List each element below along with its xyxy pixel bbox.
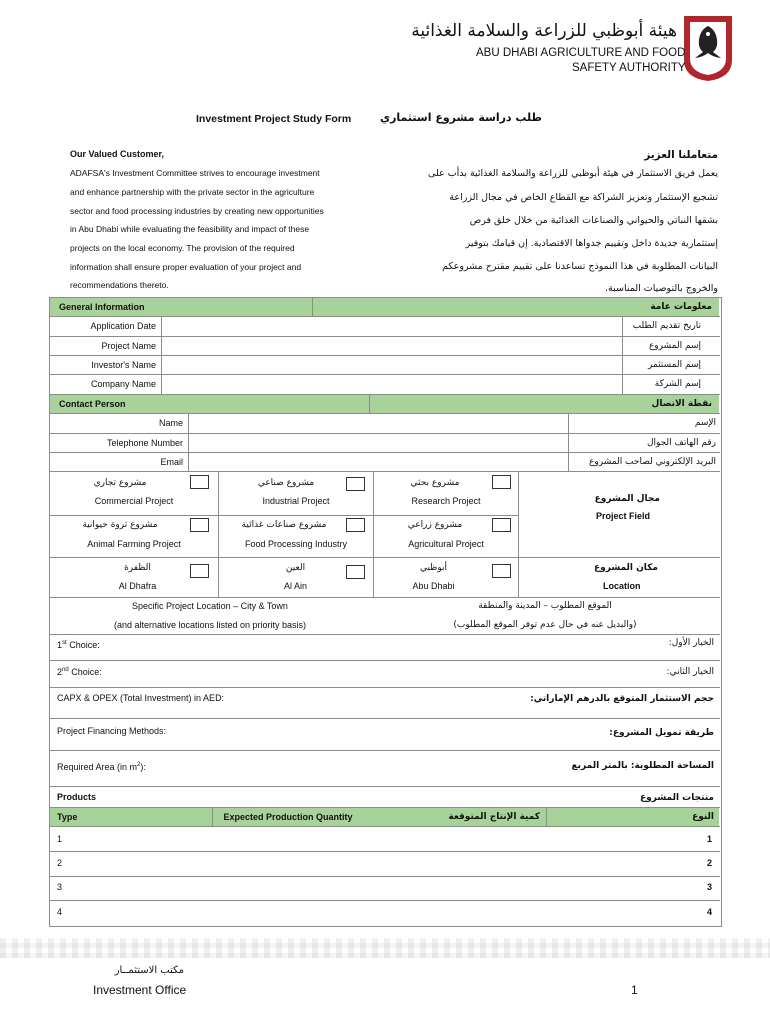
intro-en-line: information shall ensure proper evaluation of your project and	[70, 262, 302, 272]
choice1-field[interactable]	[120, 635, 550, 659]
product-row-number: 2	[57, 858, 63, 868]
pf-animal-checkbox[interactable]	[190, 518, 209, 532]
col-qty-ar: كمية الإنتاج المتوقعة	[448, 812, 540, 822]
company-name-label: Company Name	[90, 379, 156, 389]
company-name-field[interactable]	[162, 375, 622, 394]
intro-ar-line: يعمل فريق الاستثمار في هيئة أبوظبي للزراعة والسلامة الغذائية بدأب على	[427, 168, 718, 179]
contact-header-en: Contact Person	[59, 399, 126, 409]
location-label-ar: مكان المشروع	[594, 563, 658, 573]
pf-animal-en: Animal Farming Project	[87, 539, 181, 549]
investor-name-field[interactable]	[162, 356, 622, 374]
org-logo	[682, 14, 734, 82]
products-header-ar: منتجات المشروع	[640, 793, 714, 803]
greeting-en: Our Valued Customer,	[70, 149, 165, 159]
contact-email-label: Email	[160, 457, 183, 467]
pf-commercial-checkbox[interactable]	[190, 475, 209, 489]
financing-label-ar: طريقة تمويل المشروع:	[609, 728, 714, 738]
intro-en-line: projects on the local economy. The provision of the required	[70, 243, 295, 253]
project-field-label-ar: مجال المشروع	[594, 494, 660, 504]
project-field-label-en: Project Field	[596, 511, 651, 521]
decorative-pattern-band	[0, 938, 770, 958]
product-row-field[interactable]	[70, 852, 690, 876]
general-info-header-ar: معلومات عامة	[650, 302, 712, 312]
choice1-label	[57, 637, 100, 651]
choice1-number: 1	[57, 640, 63, 650]
falcon-emblem-icon	[682, 14, 734, 82]
area-label-post: ):	[140, 762, 146, 772]
required-area-label-ar: المساحة المطلوبة: بالمتر المربع	[571, 761, 714, 771]
footer-office-en: Investment Office	[93, 983, 187, 997]
product-row-field[interactable]	[70, 827, 690, 851]
product-row-number-ar: 1	[707, 834, 713, 844]
contact-name-label-ar: الإسم	[694, 418, 716, 428]
form-title-ar: طلب دراسة مشروع استثماري	[380, 111, 542, 124]
org-name-ar: هيئة أبوظبي للزراعة والسلامة الغذائية	[411, 21, 677, 41]
org-name-en-line2: SAFETY AUTHORITY	[572, 62, 686, 74]
footer-office-ar: مكتب الاستثمــار	[114, 965, 184, 976]
project-name-field[interactable]	[162, 337, 622, 355]
intro-ar-line: والخروج بالتوصيات المناسبة.	[605, 283, 718, 294]
intro-en-line: and enhance partnership with the private sector in the agriculture	[70, 187, 315, 197]
intro-ar-line: بشقها النباتي والحيواني والصناعات الغذائية من خلال خلق فرص	[469, 215, 718, 226]
loc-alain-checkbox[interactable]	[346, 565, 365, 579]
general-info-header-en: General Information	[59, 302, 145, 312]
choice2-number: 2	[57, 667, 63, 677]
intro-ar-line: تشجيع الإستثمار وتعزيز الشراكة مع القطاع الخاص في مجال الزراعة	[449, 192, 718, 203]
loc-abudhabi-ar: أبوظبي	[419, 563, 448, 573]
project-name-label-ar: إسم المشروع	[648, 341, 701, 351]
contact-name-field[interactable]	[189, 414, 568, 433]
col-qty-en: Expected Production Quantity	[223, 812, 353, 822]
choice2-sup: nd	[62, 667, 69, 673]
contact-email-field[interactable]	[189, 453, 568, 471]
choice2-label-ar: الخيار الثاني:	[666, 667, 714, 677]
capex-field[interactable]	[240, 688, 460, 716]
product-row-number-ar: 3	[707, 882, 713, 892]
pf-research-ar: مشروع بحثي	[410, 478, 460, 488]
pf-commercial-ar: مشروع تجاري	[93, 478, 147, 488]
choice1-sup: st	[62, 640, 67, 646]
pf-commercial-en: Commercial Project	[94, 496, 174, 506]
contact-phone-label-ar: رقم الهاتف الجوال	[646, 438, 716, 448]
pf-research-en: Research Project	[411, 496, 481, 506]
contact-phone-field[interactable]	[189, 434, 568, 452]
required-area-field[interactable]	[160, 751, 510, 781]
intro-en-line: sector and food processing industries by creating new opportunities	[70, 206, 324, 216]
pf-agri-ar: مشروع زراعي	[407, 520, 463, 530]
greeting-ar: متعاملنا العزيز	[644, 149, 718, 161]
intro-en-line: ADAFSA's Investment Committee strives to encourage investment	[70, 168, 320, 178]
loc-dhafra-ar: الظفرة	[124, 563, 151, 573]
intro-en-line: in Abu Dhabi while evaluating the feasibility and impact of these	[70, 224, 310, 234]
product-row-number-ar: 4	[707, 907, 713, 917]
pf-animal-ar: مشروع ثروة حيوانية	[82, 520, 158, 530]
application-date-field[interactable]	[162, 317, 622, 336]
loc-alain-ar: العين	[285, 563, 306, 573]
financing-label: Project Financing Methods:	[57, 726, 167, 736]
capex-label-ar: حجم الاستثمار المتوقع بالدرهم الإماراتي:	[530, 694, 714, 704]
investor-name-label: Investor's Name	[91, 360, 156, 370]
financing-field[interactable]	[180, 719, 510, 749]
choice1-label-ar: الخيار الأول:	[668, 638, 714, 648]
pf-food-en: Food Processing Industry	[244, 539, 348, 549]
choice2-field[interactable]	[120, 661, 550, 685]
pf-food-ar: مشروع صناعات غذائية	[241, 520, 327, 530]
page-number: 1	[631, 983, 638, 997]
pf-industrial-ar: مشروع صناعي	[257, 478, 315, 488]
company-name-label-ar: إسم الشركة	[654, 379, 701, 389]
product-row-number: 4	[57, 907, 63, 917]
products-header-en: Products	[57, 792, 97, 802]
pf-research-checkbox[interactable]	[492, 475, 511, 489]
specific-location-ar-2: (والبديل عنه في حال عدم توفر الموقع المطلوب)	[453, 620, 637, 630]
contact-email-label-ar: البريد الإلكتروني لصاحب المشروع	[589, 457, 716, 467]
intro-ar-line: البيانات المطلوبة في هذا النموذج تساعدنا على تقييم مقترح مشروعكم	[442, 261, 718, 272]
area-label-pre: Required Area (in m	[57, 762, 138, 772]
pf-industrial-en: Industrial Project	[262, 496, 330, 506]
pf-food-checkbox[interactable]	[346, 518, 365, 532]
product-row-number-ar: 2	[707, 858, 713, 868]
intro-en-line: recommendations thereto.	[70, 280, 169, 290]
loc-abudhabi-checkbox[interactable]	[492, 564, 511, 578]
application-date-label: Application Date	[90, 321, 156, 331]
application-date-label-ar: تاريخ تقديم الطلب	[632, 321, 701, 331]
loc-dhafra-en: Al Dhafra	[118, 581, 157, 591]
contact-phone-label: Telephone Number	[106, 438, 183, 448]
location-label-en: Location	[603, 581, 641, 591]
choice2-label	[57, 664, 102, 678]
pf-agri-checkbox[interactable]	[492, 518, 511, 532]
intro-ar-line: إستثمارية جديدة داخل وتقييم جدواها الاقتصادية. إن قيامك بتوفير	[465, 238, 718, 249]
form-title-en: Investment Project Study Form	[196, 113, 352, 125]
product-row-number: 3	[57, 882, 63, 892]
product-row-number: 1	[57, 834, 63, 844]
contact-name-label: Name	[158, 418, 183, 428]
pf-industrial-checkbox[interactable]	[346, 477, 365, 491]
product-row-field[interactable]	[70, 877, 690, 900]
specific-location-en-2: (and alternative locations listed on priority basis)	[113, 620, 307, 630]
area-label-sup: 2	[137, 762, 141, 768]
investor-name-label-ar: إسم المستثمر	[648, 360, 701, 370]
specific-location-en-1: Specific Project Location – City & Town	[132, 601, 288, 611]
choice1-text: Choice:	[66, 640, 100, 650]
product-row-field[interactable]	[70, 901, 690, 925]
loc-dhafra-checkbox[interactable]	[190, 564, 209, 578]
org-name-en-line1: ABU DHABI AGRICULTURE AND FOOD	[476, 47, 686, 59]
pf-agri-en: Agricultural Project	[408, 539, 484, 549]
specific-location-ar-1: الموقع المطلوب – المدينة والمنطقة	[478, 601, 612, 611]
col-type-en: Type	[57, 812, 78, 822]
choice2-text: Choice:	[68, 667, 102, 677]
capex-label: CAPX & OPEX (Total Investment) in AED:	[57, 693, 225, 703]
project-name-label: Project Name	[101, 341, 156, 351]
contact-header-ar: نقطة الاتصال	[651, 399, 712, 409]
loc-alain-en: Al Ain	[283, 581, 307, 591]
required-area-label	[57, 759, 146, 773]
col-type-ar: النوع	[692, 812, 714, 822]
loc-abudhabi-en: Abu Dhabi	[412, 581, 455, 591]
